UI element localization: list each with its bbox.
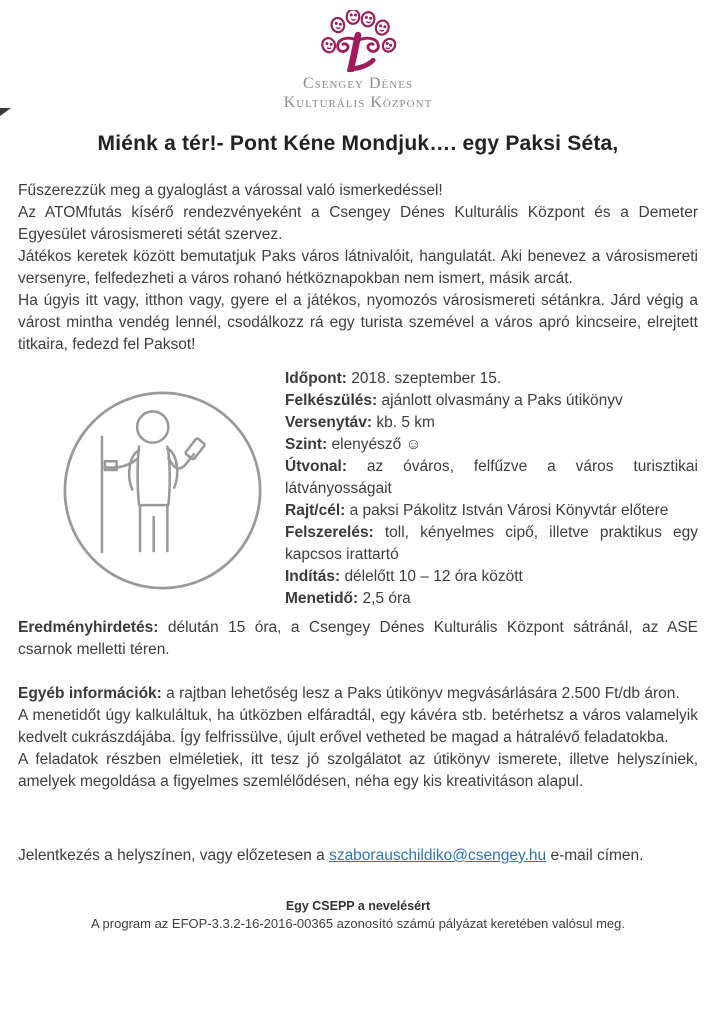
detail-row-versenytav xyxy=(285,412,698,434)
detail-label: Felkészülés: xyxy=(285,392,378,409)
other-info-paragraph-1 xyxy=(18,683,698,705)
logo-block xyxy=(18,10,698,112)
detail-value: kb. 5 km xyxy=(376,414,435,431)
logo-text xyxy=(18,74,698,112)
detail-label: Menetidő: xyxy=(285,590,359,607)
event-info-row xyxy=(18,368,698,613)
signup-paragraph xyxy=(18,845,698,867)
detail-row-rajtcel xyxy=(285,500,698,522)
footer-program-name: Egy CSEPP a nevelésért xyxy=(285,899,431,913)
other-info-value: a rajtban lehetőség lesz a Paks útikönyv megvásárlására 2.500 Ft/db áron. xyxy=(166,685,680,702)
signup-email-link[interactable]: szaborauschildiko@csengey.hu xyxy=(329,847,547,864)
spacer xyxy=(18,661,698,683)
logo-name-line2: Kulturális Központ xyxy=(283,94,433,111)
detail-label: Időpont: xyxy=(285,370,347,387)
detail-label: Felszerelés: xyxy=(285,524,374,541)
results-paragraph xyxy=(18,617,698,661)
scan-edge-artifact xyxy=(0,108,11,116)
tree-logo-icon xyxy=(316,10,400,72)
detail-row-felszereles xyxy=(285,522,698,566)
detail-row-inditas xyxy=(285,566,698,588)
hiker-figure xyxy=(18,368,285,613)
detail-label: Szint: xyxy=(285,436,328,453)
intro-paragraph-4: Ha úgyis itt vagy, itthon vagy, gyere el a játékos, nyomozós városismereti sétánkra. Járd végig a várost mintha vendég lennél, csodálkozz rá egy turista szemével a város apró kincseire, elrejtett titkaira, fedezd fel Paksot! xyxy=(18,292,698,353)
detail-label: Rajt/cél: xyxy=(285,502,346,519)
detail-row-idopont xyxy=(285,368,698,390)
footer-grant-id: A program az EFOP-3.3.2-16-2016-00365 azonosító számú pályázat keretében valósul meg. xyxy=(90,916,626,931)
page-title: Miénk a tér!- Pont Kéne Mondjuk…. egy Paksi Séta, xyxy=(97,132,619,155)
signup-text-before: Jelentkezés a helyszínen, vagy előzetesen a xyxy=(18,847,330,864)
detail-value: délelőtt 10 – 12 óra között xyxy=(344,568,523,585)
detail-value: 2,5 óra xyxy=(362,590,411,607)
detail-row-utvonal xyxy=(285,456,698,500)
other-info-label: Egyéb információk: xyxy=(18,685,162,702)
detail-label: Versenytáv: xyxy=(285,414,373,431)
detail-value: a paksi Pákolitz István Városi Könyvtár előtere xyxy=(349,502,669,519)
detail-row-menetido xyxy=(285,588,698,610)
event-details-list xyxy=(285,368,698,613)
intro-section xyxy=(18,180,698,867)
results-value: délután 15 óra, a Csengey Dénes Kulturális Központ sátránál, az ASE csarnok melletti téren. xyxy=(18,619,698,658)
results-label: Eredményhirdetés: xyxy=(18,619,159,636)
detail-label: Útvonal: xyxy=(285,458,347,475)
intro-paragraph-3: Játékos keretek között bemutatjuk Paks város látnivalóit, hangulatát. Aki benevez a városismereti versenyre, felfedezheti a város rohanó hétköznapokban nem ismert, másik arcát. xyxy=(18,248,698,287)
intro-paragraph-2: Az ATOMfutás kísérő rendezvényeként a Csengey Dénes Kulturális Központ és a Demeter Egyesület városismereti sétát szervez. xyxy=(18,204,698,243)
other-info-paragraph-2: A menetidőt úgy kalkuláltuk, ha útközben elfáradtál, egy kávéra stb. betérhetsz a város valamelyik kedvelt cukrászdájába. Így felfrissülve, újult erővel vetheted be magad a hátralévő feladatokba. xyxy=(18,707,698,746)
signup-text-after: e-mail címen. xyxy=(546,847,644,864)
other-info-paragraph-3: A feladatok részben elméletiek, itt tesz jó szolgálatot az útikönyv ismerete, illetve helyszíniek, amelyek megoldása a figyelmes szemlélődésen, néha egy kis kreativitáson alapul. xyxy=(18,751,698,790)
detail-value: ajánlott olvasmány a Paks útikönyv xyxy=(381,392,623,409)
detail-value: az óváros, felfűzve a város turisztikai látványosságait xyxy=(285,458,698,497)
detail-row-felkeszules xyxy=(285,390,698,412)
logo-name-line1: Csengey Dénes xyxy=(302,75,414,92)
detail-value: 2018. szeptember 15. xyxy=(351,370,502,387)
detail-label: Indítás: xyxy=(285,568,341,585)
detail-row-szint xyxy=(285,434,698,456)
detail-value: elenyésző ☺ xyxy=(331,436,422,453)
hiker-circle-illustration xyxy=(60,368,265,613)
detail-value: toll, kényelmes cipő, illetve praktikus egy kapcsos irattartó xyxy=(285,524,698,563)
intro-paragraph-1: Fűszerezzük meg a gyaloglást a várossal való ismerkedéssel! xyxy=(18,182,443,199)
footer xyxy=(18,899,698,931)
